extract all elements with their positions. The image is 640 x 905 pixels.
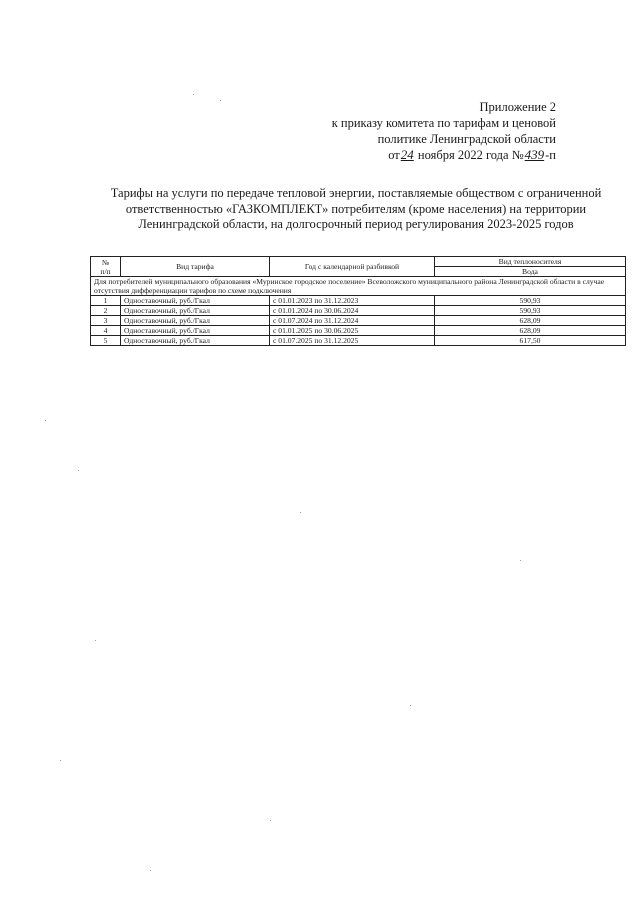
title-line-1: Тарифы на услуги по передаче тепловой энергии, поставляемые обществом с ограниченной [110, 186, 602, 200]
appendix-block [256, 99, 556, 163]
scan-speck [520, 560, 521, 561]
scan-speck [300, 512, 301, 513]
header-carrier: Вид теплоносителя [435, 257, 626, 267]
group-label: Для потребителей муниципального образования «Муринское городское поселение» Всеволожского муниципального района Ленинградской области в случае отсутствия дифференциации тарифов по схеме подключения [91, 277, 626, 296]
appendix-order-ref: к приказу комитета по тарифам и ценовой [331, 116, 556, 130]
row-period: с 01.07.2025 по 31.12.2025 [270, 336, 435, 346]
appendix-title: Приложение 2 [479, 100, 556, 114]
row-tariff-type: Одноставочный, руб./Гкал [121, 306, 270, 316]
date-suffix: -п [545, 148, 556, 162]
tariff-table [90, 256, 626, 346]
row-tariff-type: Одноставочный, руб./Гкал [121, 336, 270, 346]
row-tariff-type: Одноставочный, руб./Гкал [121, 316, 270, 326]
appendix-committee: политике Ленинградской области [377, 132, 556, 146]
row-number: 2 [91, 306, 121, 316]
row-number: 5 [91, 336, 121, 346]
row-tariff-type: Одноставочный, руб./Гкал [121, 296, 270, 306]
scan-speck [193, 94, 194, 95]
title-line-3: Ленинградской области, на долгосрочный период регулирования 2023-2025 годов [138, 217, 574, 231]
group-row [91, 277, 626, 296]
scan-speck [60, 760, 61, 761]
header-number-line2: п/п [100, 266, 111, 276]
header-number-line1: № [101, 257, 110, 267]
appendix-date-line [256, 147, 556, 163]
row-value: 590,93 [435, 296, 626, 306]
document-title [96, 186, 616, 233]
scan-speck [78, 470, 79, 471]
table-row [91, 326, 626, 336]
table-row [91, 336, 626, 346]
header-row-1 [91, 257, 626, 267]
row-number: 4 [91, 326, 121, 336]
scan-speck [220, 100, 221, 101]
row-number: 3 [91, 316, 121, 326]
table-row [91, 296, 626, 306]
row-number: 1 [91, 296, 121, 306]
date-middle: ноября 2022 года № [417, 148, 524, 162]
row-value: 628,09 [435, 326, 626, 336]
scan-speck [95, 640, 96, 641]
row-value: 590,93 [435, 306, 626, 316]
header-water: Вода [435, 267, 626, 277]
row-value: 617,50 [435, 336, 626, 346]
scan-speck [270, 820, 271, 821]
handwritten-day: 24 [400, 147, 414, 162]
row-value: 628,09 [435, 316, 626, 326]
header-period: Год с календарной разбивкой [270, 257, 435, 277]
table-row [91, 316, 626, 326]
row-period: с 01.01.2025 по 30.06.2025 [270, 326, 435, 336]
date-prefix: от [388, 148, 400, 162]
row-period: с 01.01.2024 по 30.06.2024 [270, 306, 435, 316]
header-number [91, 257, 121, 277]
row-period: с 01.07.2024 по 31.12.2024 [270, 316, 435, 326]
scan-speck [45, 420, 46, 421]
scan-speck [150, 870, 151, 871]
title-line-2: ответственностью «ГАЗКОМПЛЕКТ» потребителям (кроме населения) на территории [125, 201, 587, 216]
scan-speck [410, 705, 411, 706]
row-tariff-type: Одноставочный, руб./Гкал [121, 326, 270, 336]
header-tariff-type: Вид тарифа [121, 257, 270, 277]
handwritten-order-number: 439 [524, 147, 545, 162]
table-row [91, 306, 626, 316]
row-period: с 01.01.2023 по 31.12.2023 [270, 296, 435, 306]
